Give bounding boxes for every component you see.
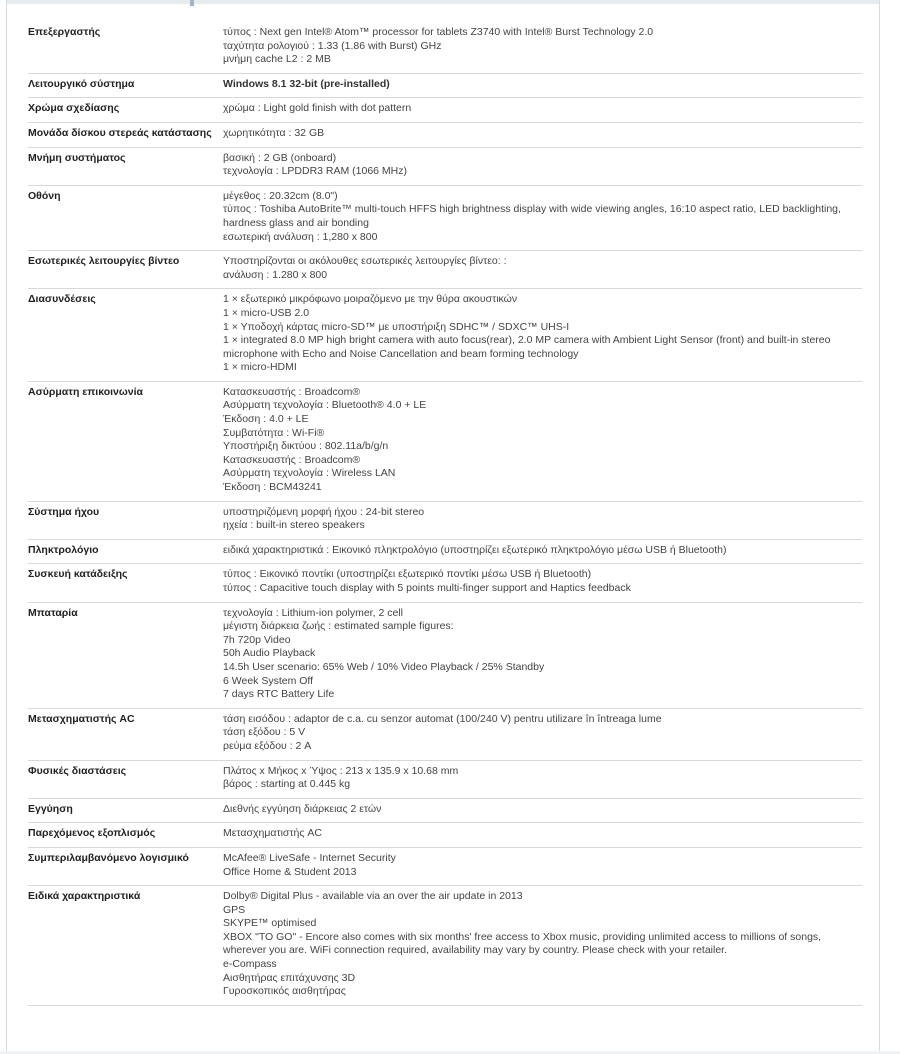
spec-value: [220, 98, 862, 123]
spec-label: Μνήμη συστήματος: [28, 147, 220, 185]
right-frame-border: [879, 0, 880, 1054]
spec-label: Εγγύηση: [28, 798, 220, 823]
top-tab-marker: [190, 0, 194, 6]
spec-value-line: τεχνολογία : LPDDR3 RAM (1066 MHz): [223, 165, 408, 178]
spec-row: [28, 539, 862, 564]
spec-row: [28, 22, 862, 73]
spec-value-line: 7h 720p Video: [223, 633, 291, 646]
spec-value-line: χωρητικότητα : 32 GB: [223, 126, 325, 139]
spec-row: [28, 251, 862, 289]
spec-row: [28, 147, 862, 185]
spec-value-line: Ασύρματη τεχνολογία : Wireless LAN: [223, 467, 396, 480]
spec-row: [28, 98, 862, 123]
spec-value-line: Γυροσκοπικός αισθητήρας: [223, 985, 346, 998]
spec-value-line: ταχύτητα ρολογιού : 1.33 (1.86 with Burst) GHz: [223, 39, 442, 52]
spec-value-line: Πλάτος x Μήκος x Ύψος : 213 x 135.9 x 10.68 mm: [223, 764, 459, 777]
spec-row: [28, 381, 862, 501]
spec-value-line: τύπος : Toshiba AutoBrite™ multi-touch HFFS high brightness display with wide viewing angles, 16:10 aspect ratio, LED backlighting, hardness glass and air bonding: [223, 203, 841, 229]
spec-row: [28, 73, 862, 98]
spec-value: [220, 760, 862, 798]
spec-label: Μετασχηματιστής AC: [28, 708, 220, 760]
spec-row: [28, 564, 862, 602]
spec-value: [220, 823, 862, 848]
spec-value: [220, 73, 862, 98]
spec-value-line: ρεύμα εξόδου : 2 A: [223, 739, 312, 752]
spec-value-line: τάση εξόδου : 5 V: [223, 726, 306, 739]
spec-value-line: 1 × micro-HDMI: [223, 361, 297, 374]
spec-value-line: 6 Week System Off: [223, 674, 314, 687]
spec-value-line: ανάλυση : 1.280 x 800: [223, 268, 328, 281]
spec-row: [28, 185, 862, 250]
spec-row: [28, 760, 862, 798]
spec-value-line: Ασύρματη τεχνολογία : Bluetooth® 4.0 + LE: [223, 399, 427, 412]
spec-label: Διασυνδέσεις: [28, 289, 220, 382]
spec-value-line: ηχεία : built-in stereo speakers: [223, 519, 365, 532]
spec-row: [28, 708, 862, 760]
spec-value-line: τύπος : Εικονικό ποντίκι (υποστηρίζει εξωτερικό ποντίκι μέσω USB ή Bluetooth): [223, 568, 592, 581]
spec-label: Μπαταρία: [28, 602, 220, 708]
spec-label: Φυσικές διαστάσεις: [28, 760, 220, 798]
spec-row: [28, 823, 862, 848]
spec-row: [28, 289, 862, 382]
spec-value-line: McAfee® LiveSafe - Internet Security: [223, 851, 396, 864]
spec-value-line: τάση εισόδου : adaptor de c.a. cu senzor automat (100/240 V) pentru utilizare în întreaga lume: [223, 712, 662, 725]
spec-value-line: Διεθνής εγγύηση διάρκειας 2 ετών: [223, 802, 382, 815]
spec-value-line: Έκδοση : BCM43241: [223, 481, 322, 494]
spec-row: [28, 886, 862, 1006]
spec-value-line: 7 days RTC Battery Life: [223, 688, 335, 701]
spec-label: Συσκευή κατάδειξης: [28, 564, 220, 602]
spec-value-line: Windows 8.1 32-bit (pre-installed): [223, 77, 390, 90]
spec-value: [220, 185, 862, 250]
spec-value-line: 1 × integrated 8.0 MP high bright camera with auto focus(rear), 2.0 MP camera with Ambient Light Sensor (front) and built-in stereo microphone with Echo and Noise Cancellation and beam forming technology: [223, 334, 831, 360]
spec-label: Επεξεργαστής: [28, 22, 220, 73]
spec-value-line: βάρος : starting at 0.445 kg: [223, 778, 351, 791]
spec-row: [28, 501, 862, 539]
spec-value-line: μέγεθος : 20.32cm (8.0"): [223, 189, 338, 202]
spec-value-line: SKYPE™ optimised: [223, 917, 317, 930]
spec-value-line: 14.5h User scenario: 65% Web / 10% Video Playback / 25% Standby: [223, 660, 545, 673]
spec-value-line: εσωτερική ανάλυση : 1,280 x 800: [223, 230, 378, 243]
spec-value: [220, 501, 862, 539]
spec-label: Συμπεριλαμβανόμενο λογισμικό: [28, 847, 220, 885]
spec-value-line: Συμβατότητα : Wi-Fi®: [223, 426, 325, 439]
spec-value-line: Υποστήριξη δικτύου : 802.11a/b/g/n: [223, 440, 389, 453]
spec-value-line: 1 × εξωτερικό μικρόφωνο μοιραζόμενο με την θύρα ακουστικών: [223, 293, 518, 306]
spec-value-line: Dolby® Digital Plus - available via an over the air update in 2013: [223, 890, 523, 903]
spec-value-line: Κατασκευαστής : Broadcom®: [223, 453, 361, 466]
spec-label: Μονάδα δίσκου στερεάς κατάστασης: [28, 122, 220, 147]
spec-row: [28, 602, 862, 708]
spec-value-line: Υποστηρίζονται οι ακόλουθες εσωτερικές λειτουργίες βίντεο: :: [223, 255, 507, 268]
spec-value: [220, 381, 862, 501]
spec-value-line: τεχνολογία : Lithium-ion polymer, 2 cell: [223, 606, 403, 619]
spec-value: [220, 251, 862, 289]
spec-value-line: Μετασχηματιστής AC: [223, 827, 322, 840]
spec-value-line: Έκδοση : 4.0 + LE: [223, 413, 309, 426]
spec-label: Λειτουργικό σύστημα: [28, 73, 220, 98]
spec-value: [220, 708, 862, 760]
spec-value-line: e-Compass: [223, 958, 277, 971]
spec-value: [220, 539, 862, 564]
spec-value-line: χρώμα : Light gold finish with dot pattern: [223, 102, 412, 115]
spec-value: [220, 147, 862, 185]
spec-value-line: υποστηριζόμενη μορφή ήχου : 24-bit stereo: [223, 505, 425, 518]
spec-value-line: ειδικά χαρακτηριστικά : Εικονικό πληκτρολόγιο (υποστηρίζει εξωτερικό πληκτρολόγιο μέσω USB ή Bluetooth): [223, 543, 727, 556]
spec-row: [28, 798, 862, 823]
spec-label: Σύστημα ήχου: [28, 501, 220, 539]
spec-value: [220, 886, 862, 1006]
left-frame-border: [6, 0, 7, 1054]
spec-value: [220, 564, 862, 602]
specifications-body: [28, 22, 862, 1005]
spec-row: [28, 847, 862, 885]
spec-label: Χρώμα σχεδίασης: [28, 98, 220, 123]
spec-label: Οθόνη: [28, 185, 220, 250]
spec-label: Ασύρματη επικοινωνία: [28, 381, 220, 501]
spec-value-line: Αισθητήρας επιτάχυνσης 3D: [223, 971, 356, 984]
spec-label: Παρεχόμενος εξοπλισμός: [28, 823, 220, 848]
spec-value-line: μνήμη cache L2 : 2 MB: [223, 53, 331, 66]
spec-value-line: 50h Audio Playback: [223, 647, 316, 660]
spec-label: Πληκτρολόγιο: [28, 539, 220, 564]
spec-value-line: Κατασκευαστής : Broadcom®: [223, 385, 361, 398]
specifications-table: [28, 22, 862, 1006]
spec-value-line: μέγιστη διάρκεια ζωής : estimated sample figures:: [223, 620, 454, 633]
spec-value: [220, 602, 862, 708]
spec-row: [28, 122, 862, 147]
spec-value-line: 1 × Υποδοχή κάρτας micro-SD™ με υποστήριξη SDHC™ / SDXC™ UHS-I: [223, 320, 570, 333]
spec-value: [220, 798, 862, 823]
spec-label: Ειδικά χαρακτηριστικά: [28, 886, 220, 1006]
spec-value-line: τύπος : Next gen Intel® Atom™ processor for tablets Z3740 with Intel® Burst Technology 2.0: [223, 26, 654, 38]
top-border: [6, 0, 880, 4]
spec-value-line: τύπος : Capacitive touch display with 5 points multi-finger support and Haptics feedback: [223, 582, 631, 594]
spec-value-line: GPS: [223, 903, 246, 916]
spec-value: [220, 847, 862, 885]
spec-value: [220, 22, 862, 73]
spec-value: [220, 122, 862, 147]
spec-value-line: XBOX "TO GO" - Encore also comes with six months' free access to Xbox music, providing unlimited access to millions of songs, wherever you are. WiFi connection required, availability may vary by country. Please check with your retailer.: [223, 930, 822, 957]
spec-value: [220, 289, 862, 382]
spec-value-line: Office Home & Student 2013: [223, 865, 357, 878]
spec-value-line: βασική : 2 GB (onboard): [223, 151, 337, 164]
spec-value-line: 1 × micro-USB 2.0: [223, 306, 310, 319]
spec-label: Εσωτερικές λειτουργίες βίντεο: [28, 251, 220, 289]
